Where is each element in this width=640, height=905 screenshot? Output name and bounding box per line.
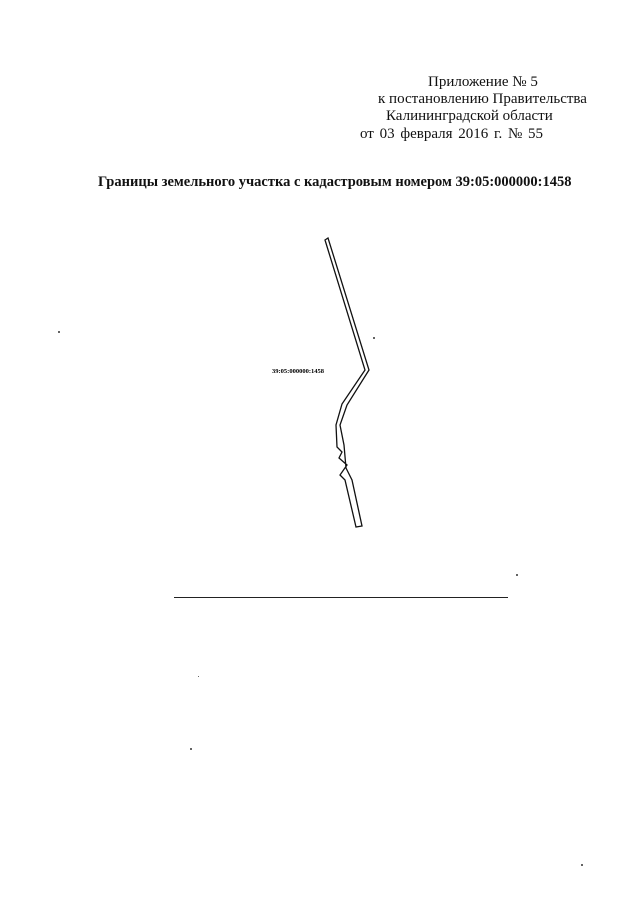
appendix-region: Калининградской области [386,108,553,124]
parcel-boundary [325,238,369,527]
scan-speck [373,337,375,339]
appendix-number: Приложение № 5 [428,74,538,90]
bottom-separator-line [174,597,508,598]
appendix-resolution: к постановлению Правительства [378,91,587,107]
page-title: Границы земельного участка с кадастровым номером 39:05:000000:1458 [98,174,572,190]
scan-speck [58,331,60,333]
scan-speck [190,748,192,750]
scan-speck [198,676,199,677]
scan-speck [516,574,518,576]
parcel-cadastral-label: 39:05:000000:1458 [272,368,324,375]
appendix-date-number: от 03 февраля 2016 г. № 55 [360,126,544,142]
scan-speck [581,864,583,866]
